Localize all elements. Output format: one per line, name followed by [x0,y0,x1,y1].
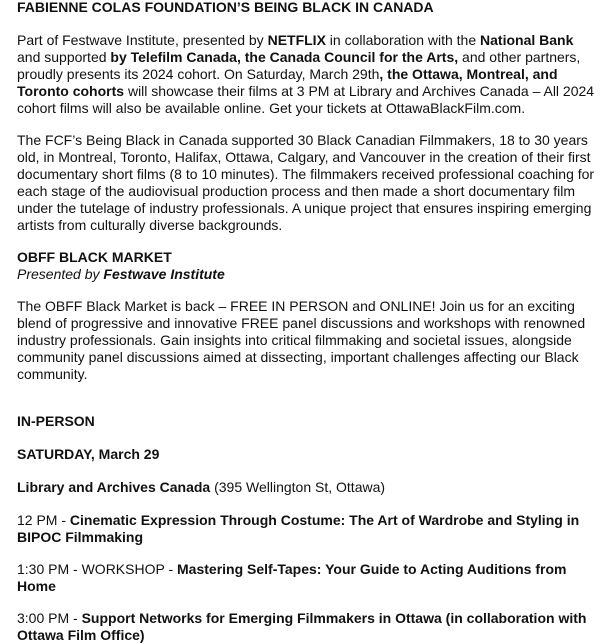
intro-text-1: Part of Festwave Institute, presented by [17,32,268,48]
event-time: 3:00 PM - [17,610,82,626]
intro-sponsor-netflix: NETFLIX [267,32,326,48]
intro-text-2: in collaboration with the [325,32,481,48]
about-paragraph: The FCF’s Being Black in Canada supported 30 Black Canadian Filmmakers, 18 to 30 years old, in Montreal, Toronto, Halifax, Ottawa, Calgary, and Vancouver in the creation of their first documentary short films (8 to 10 minutes). The filmmakers received professional coaching for each stage of the audiovisual production process and then made a short documentary film under the tutelage of industry professionals. A unique project that ensures inspiring emerging artists from culturally diverse backgrounds. [17,132,595,233]
intro-cohorts: , the Ottawa, Montreal, and Toronto cohorts [17,66,558,99]
event-item [17,610,597,644]
market-presented-by [17,266,597,283]
presented-by-org: Festwave Institute [103,266,225,282]
market-heading: OBFF BLACK MARKET [17,249,172,265]
venue-name: Library and Archives Canada [17,479,211,495]
market-description: The OBFF Black Market is back – FREE IN PERSON and ONLINE! Join us for an exciting blend of progressive and innovative FREE panel discussions and workshops with renowned industry professionals. Gain insights into critical filmmaking and societal issues, alongside community panel discussions aimed at dissecting, important challenges affecting our Black community. [17,298,586,382]
intro-text-4: and other partners, proudly presents its 2024 cohort. On Saturday, March 29th [17,49,581,82]
intro-text-5: will showcase their films at 3 PM at Library and Archives Canada – All 2024 cohort films will also be available online. Get your tickets at OttawaBlackFilm.com. [17,83,595,116]
schedule-day: SATURDAY, March 29 [17,446,160,462]
venue-address: (395 Wellington St, Ottawa) [210,479,386,495]
intro-sponsor-telefilm: by Telefilm Canada, the Canada Council for the Arts, [110,49,459,65]
presented-prefix: Presented by [17,266,104,282]
intro-sponsor-bank: National Bank [480,32,574,48]
schedule-venue [17,479,597,496]
event-title: Support Networks for Emerging Filmmakers in Ottawa (in collaboration with Ottawa Film Office) [17,610,587,643]
event-time: 1:30 PM - [17,561,82,577]
event-time: 12 PM - [17,512,70,528]
intro-paragraph [17,32,597,117]
schedule-mode: IN-PERSON [17,413,95,429]
event-item [17,561,597,595]
event-type: WORKSHOP - [81,561,178,577]
event-item [17,512,597,546]
event-title: Cinematic Expression Through Costume: The Art of Wardrobe and Styling in BIPOC Filmmaking [17,512,580,545]
intro-text-3: and supported [17,49,111,65]
event-title: Mastering Self-Tapes: Your Guide to Acting Auditions from Home [17,561,567,594]
page-title: FABIENNE COLAS FOUNDATION’S BEING BLACK IN CANADA [17,0,434,15]
